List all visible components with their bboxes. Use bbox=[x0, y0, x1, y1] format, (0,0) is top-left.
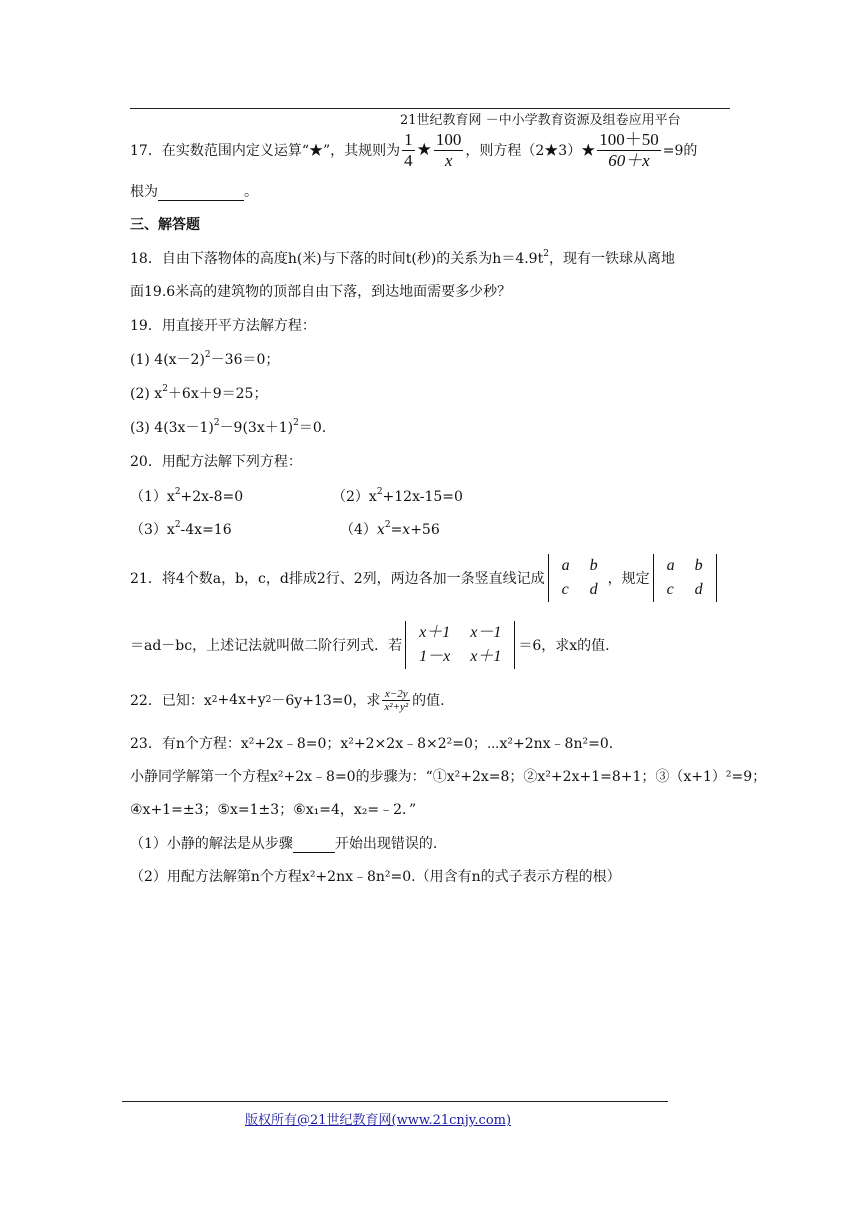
q18-exponent: 2 bbox=[543, 249, 549, 259]
q22-mid2: －6y+13=0，求 bbox=[271, 693, 381, 709]
answer-blank[interactable] bbox=[158, 184, 244, 201]
q19-p2-a: (2) x bbox=[130, 386, 163, 402]
question-20-title: 20．用配方法解下列方程： bbox=[130, 454, 302, 470]
q20-p4-c: +56 bbox=[410, 522, 440, 538]
matrix-cell: x＋1 bbox=[470, 648, 502, 665]
q22-denominator: x²+y² bbox=[384, 700, 409, 713]
q20-p2-a: （2）x bbox=[332, 489, 377, 505]
determinant-x bbox=[402, 621, 518, 669]
q17-line2-suffix: 。 bbox=[244, 184, 258, 200]
question-20-part3 bbox=[130, 519, 232, 539]
q19-p3-a: (3) 4(3x－1) bbox=[130, 420, 214, 436]
q17-middle: ，则方程（2★3）★ bbox=[465, 143, 596, 159]
determinant-bar bbox=[653, 554, 654, 602]
q22-suffix: 的值. bbox=[412, 693, 445, 709]
q23-line4-suffix: 开始出现错误的. bbox=[334, 836, 438, 852]
question-20-part2 bbox=[332, 486, 463, 506]
q22-numerator: x−2y bbox=[384, 687, 408, 700]
q17-frac1-numerator: 1 bbox=[404, 129, 413, 149]
question-23-line3: ④x+1=±3；⑤x=1±3；⑥x₁=4，x₂=﹣2．” bbox=[130, 802, 417, 818]
q20-p2-b: +12x-15=0 bbox=[382, 489, 463, 505]
q20-p1-b: +2x-8=0 bbox=[180, 489, 244, 505]
matrix-cell: b bbox=[589, 557, 598, 574]
question-17-line2 bbox=[130, 181, 258, 201]
matrix-cell: b bbox=[694, 557, 703, 574]
exponent: 2 bbox=[174, 487, 181, 497]
q21-line2-suffix: ＝6，求x的值. bbox=[518, 638, 610, 654]
question-21-line1 bbox=[130, 553, 720, 603]
q17-frac2-denominator: x bbox=[444, 150, 453, 170]
q21-line2-prefix: ＝ad－bc，上述记法就叫做二阶行列式．若 bbox=[130, 638, 403, 654]
header-text: 21世纪教育网 －中小学教育资源及组卷应用平台 bbox=[400, 113, 681, 128]
q22-prefix: 22．已知：x bbox=[130, 693, 212, 709]
q22-fraction bbox=[382, 688, 410, 713]
footer-rule bbox=[122, 1101, 668, 1102]
question-20-part1 bbox=[130, 486, 243, 506]
exponent: 2 bbox=[174, 520, 181, 530]
question-22: 22．已知：x 2 +4x+y 2 －6y+13=0，求 $\frac{x-2y}{\text{x²+y²}}$ 的值. bbox=[130, 687, 445, 713]
matrix-cell: x－1 bbox=[470, 624, 502, 641]
question-18-line2: 面19.6米高的建筑物的顶部自由下落，到达地面需要多少秒？ bbox=[130, 284, 512, 300]
q19-p2-b: ＋6x＋9＝25； bbox=[167, 386, 268, 402]
q17-frac2-numerator: 100 bbox=[435, 129, 462, 149]
variable-x: x bbox=[402, 522, 411, 538]
exponent: 2 bbox=[384, 520, 391, 530]
q18-line1: 18．自由下落物体的高度h(米)与下落的时间t(秒)的关系为h＝4.9t bbox=[130, 251, 544, 267]
q20-p3-a: （3）x bbox=[130, 522, 175, 538]
question-17-line1 bbox=[130, 126, 697, 174]
q19-p1-b: －36＝0； bbox=[210, 352, 280, 368]
section-title: 三、解答题 bbox=[130, 217, 200, 233]
question-23-line1: 23．有n个方程：x²+2x﹣8=0；x²+2×2x﹣8×2²=0；⋯x²+2nx﹣8n²=0. bbox=[130, 736, 614, 752]
footer-copyright-link[interactable]: 版权所有@21世纪教育网(www.21cnjy.com) bbox=[245, 1113, 512, 1128]
determinant-bar bbox=[514, 621, 515, 669]
q17-frac3-denominator: 60＋x bbox=[608, 150, 650, 170]
determinant-bar bbox=[548, 554, 549, 602]
q20-p1-a: （1）x bbox=[130, 489, 175, 505]
variable-x: x bbox=[376, 522, 385, 538]
matrix-cell: a bbox=[666, 557, 675, 574]
q17-line2-prefix: 根为 bbox=[130, 184, 158, 200]
question-23-line4 bbox=[130, 833, 437, 853]
question-23-line5: （2）用配方法解第n个方程x²+2nx﹣8n²=0.（用含有n的式子表示方程的根） bbox=[130, 869, 621, 885]
determinant-abcd-definition bbox=[650, 554, 720, 602]
q20-p4-b: = bbox=[390, 522, 403, 538]
exponent: 2 bbox=[376, 487, 383, 497]
exponent: 2 bbox=[293, 418, 299, 428]
q17-suffix: =9的 bbox=[662, 143, 698, 159]
exponent: 2 bbox=[213, 418, 220, 428]
exponent: 2 bbox=[162, 384, 168, 394]
matrix-cell: a bbox=[561, 557, 570, 574]
matrix-cell: 1－x bbox=[419, 648, 451, 665]
question-21-line2 bbox=[130, 618, 610, 672]
q17-fraction-150-60x bbox=[597, 130, 661, 171]
q17-frac3-numerator: 100＋50 bbox=[599, 129, 659, 149]
q19-p3-c: ＝0. bbox=[298, 420, 327, 436]
question-19-part2 bbox=[130, 383, 267, 403]
q17-prefix: 17．在实数范围内定义运算“★”，其规则为 bbox=[130, 143, 401, 159]
question-19-part3 bbox=[130, 417, 326, 437]
q21-prefix: 21．将4个数a，b，c，d排成2行、2列，两边各加一条竖直线记成 bbox=[130, 571, 545, 587]
matrix-cell: c bbox=[666, 581, 674, 598]
q19-p3-b: －9(3x＋1) bbox=[219, 420, 294, 436]
question-19-title: 19．用直接开平方法解方程： bbox=[130, 318, 316, 334]
question-18-line1 bbox=[130, 248, 675, 268]
q22-mid1: +4x+y bbox=[217, 692, 266, 708]
question-20-part4 bbox=[340, 519, 440, 539]
q20-p4-a: （4） bbox=[340, 522, 377, 538]
determinant-bar bbox=[716, 554, 717, 602]
q20-p3-b: -4x=16 bbox=[180, 522, 232, 538]
matrix-cell: d bbox=[589, 581, 598, 598]
q17-fraction-100-x bbox=[434, 130, 464, 171]
q17-frac1-denominator: 4 bbox=[404, 150, 413, 170]
q21-mid: ，规定 bbox=[607, 571, 650, 587]
star-operator: ★ bbox=[416, 140, 432, 160]
determinant-abcd bbox=[545, 554, 608, 602]
matrix-cell: x＋1 bbox=[419, 624, 451, 641]
q17-fraction-1-4 bbox=[402, 130, 415, 171]
q23-line4-prefix: （1）小静的解法是从步骤 bbox=[130, 836, 293, 852]
determinant-bar bbox=[405, 621, 406, 669]
question-23-line2: 小静同学解第一个方程x²+2x﹣8=0的步骤为：“①x²+2x=8；②x²+2x+1=8+1；③（x+1）²=9； bbox=[130, 769, 767, 785]
exponent: 2 bbox=[204, 350, 211, 360]
matrix-cell: c bbox=[561, 581, 569, 598]
q19-p1-a: (1) 4(x－2) bbox=[130, 352, 205, 368]
matrix-cell: d bbox=[694, 581, 703, 598]
q18-line1-end: ，现有一铁球从离地 bbox=[548, 251, 675, 267]
question-19-part1 bbox=[130, 349, 279, 369]
answer-blank[interactable] bbox=[293, 836, 335, 853]
